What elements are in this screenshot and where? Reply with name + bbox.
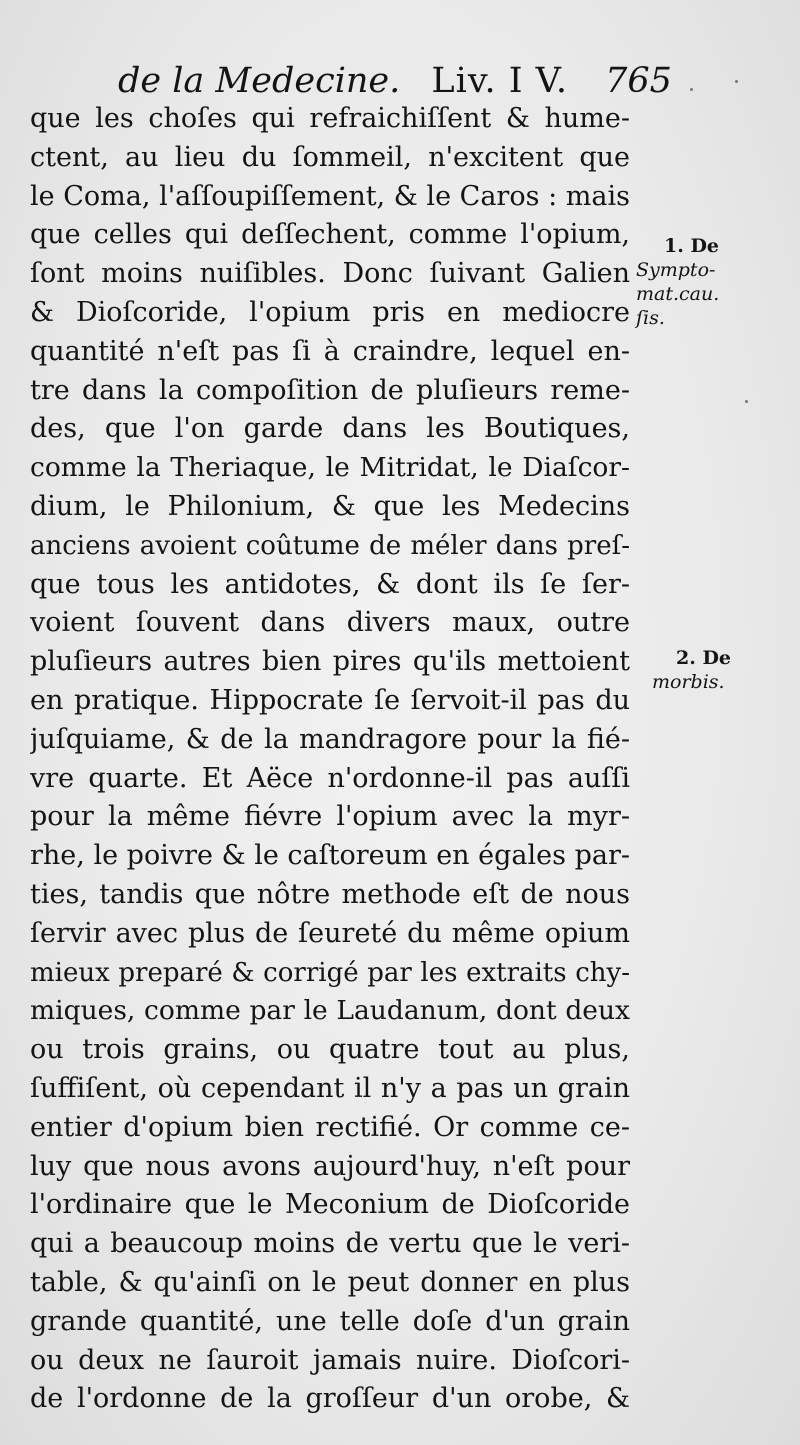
page-number: 765 bbox=[605, 61, 672, 101]
text-line: que tous les antidotes, & dont ils ſe ſer- bbox=[30, 568, 630, 600]
running-head-title: de la Medecine. bbox=[118, 61, 401, 101]
text-line: ctent, au lieu du ſommeil, n'excitent que bbox=[30, 141, 630, 173]
text-line: le Coma, l'aſſoupiſſement, & le Caros : mais bbox=[30, 180, 630, 212]
text-line: quantité n'eſt pas ſi à craindre, lequel en- bbox=[30, 335, 630, 367]
text-line: que celles qui deſſechent, comme l'opium, bbox=[30, 219, 630, 251]
running-head-book: Liv. I V. bbox=[431, 61, 568, 101]
text-line: ſervir avec plus de ſeureté du même opium bbox=[30, 917, 630, 949]
text-line: mieux preparé & corrigé par les extraits chy- bbox=[30, 957, 630, 988]
text-line: l'ordinaire que le Meconium de Dioſcoride bbox=[30, 1189, 630, 1221]
text-line: que les choſes qui refraichiſſent & hume- bbox=[30, 103, 630, 134]
paper-speck bbox=[745, 400, 748, 403]
text-line: comme la Theriaque, le Mitridat, le Diaſcor- bbox=[30, 452, 630, 484]
paper-speck bbox=[735, 80, 738, 83]
text-line: pour la même fiévre l'opium avec la myr- bbox=[30, 801, 630, 833]
margin-note-number: 1. De bbox=[664, 235, 720, 257]
text-line: qui a beaucoup moins de vertu que le veri- bbox=[30, 1228, 630, 1260]
text-line: en pratique. Hippocrate ſe ſervoit-il pas du bbox=[30, 684, 630, 716]
text-line: anciens avoient coûtume de méler dans preſ- bbox=[30, 530, 630, 561]
text-line: luy que nous avons aujourd'huy, n'eſt pour bbox=[30, 1150, 630, 1182]
text-line: grande quantité, une telle doſe d'un grain bbox=[30, 1305, 630, 1337]
running-head bbox=[118, 56, 672, 106]
text-line: miques, comme par le Laudanum, dont deux bbox=[30, 995, 630, 1027]
margin-note-1 bbox=[636, 234, 796, 330]
text-line: entier d'opium bien rectifié. Or comme ce- bbox=[30, 1111, 630, 1143]
text-line: & Dioſcoride, l'opium pris en mediocre bbox=[30, 296, 630, 328]
text-line: table, & qu'ainſi on le peut donner en plus bbox=[30, 1266, 630, 1298]
margin-note-line: ſis. bbox=[636, 307, 665, 329]
text-line: pluſieurs autres bien pires qu'ils mettoient bbox=[30, 646, 630, 678]
text-line: ſont moins nuiſibles. Donc ſuivant Galien bbox=[30, 258, 630, 290]
margin-note-2 bbox=[636, 646, 796, 694]
margin-note-line: morbis. bbox=[652, 671, 725, 693]
text-line: ties, tandis que nôtre methode eſt de nous bbox=[30, 878, 630, 910]
margin-note-number: 2. De bbox=[676, 647, 732, 669]
text-line: juſquiame, & de la mandragore pour la fié- bbox=[30, 723, 630, 755]
text-line: voient ſouvent dans divers maux, outre bbox=[30, 607, 630, 639]
text-line: ſuffiſent, où cependant il n'y a pas un grain bbox=[30, 1072, 630, 1104]
text-line: des, que l'on garde dans les Boutiques, bbox=[30, 413, 630, 445]
text-line: dium, le Philonium, & que les Medecins bbox=[30, 490, 630, 522]
text-line: ou trois grains, ou quatre tout au plus, bbox=[30, 1034, 630, 1066]
text-line: tre dans la compoſition de pluſieurs reme- bbox=[30, 374, 630, 406]
text-line: de l'ordonne de la groſſeur d'un orobe, & bbox=[30, 1383, 630, 1415]
text-line: ou deux ne ſauroit jamais nuire. Dioſcori- bbox=[30, 1344, 630, 1376]
margin-note-line: mat.cau. bbox=[636, 283, 720, 305]
paper-speck bbox=[690, 88, 693, 91]
text-line: vre quarte. Et Aëce n'ordonne-il pas auſſi bbox=[30, 762, 630, 794]
text-line: rhe, le poivre & le caſtoreum en égales par- bbox=[30, 840, 630, 872]
margin-note-line: Sympto- bbox=[636, 259, 716, 281]
body-text bbox=[30, 100, 630, 1419]
